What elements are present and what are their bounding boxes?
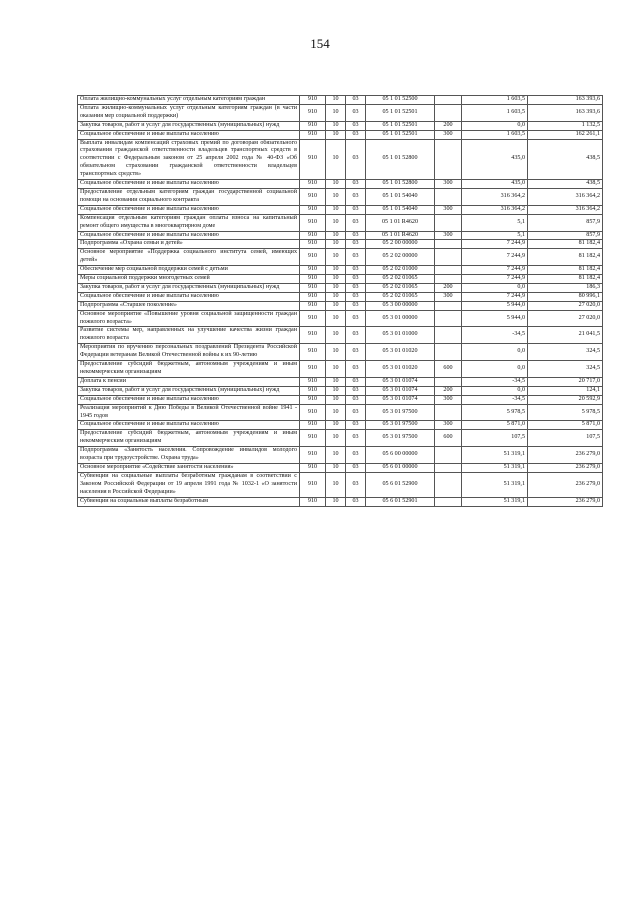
row-target-article: 05 2 02 00000 xyxy=(366,249,435,266)
row-name: Мероприятия по вручению персональных поздравлений Президента Российской Федерации ветеранам Великой Отечественной войны к их 90-летию xyxy=(78,344,300,361)
budget-table-body xyxy=(78,96,603,507)
row-grbs: 910 xyxy=(300,447,326,464)
table-row xyxy=(78,139,603,180)
table-row xyxy=(78,463,603,472)
page-number: 154 xyxy=(310,36,330,51)
row-expense-type xyxy=(435,104,462,121)
row-grbs: 910 xyxy=(300,240,326,249)
row-target-article: 05 3 01 01074 xyxy=(366,377,435,386)
row-name: Реализация мероприятий к Дню Победы в Великой Отечественной войне 1941 - 1945 годов xyxy=(78,404,300,421)
row-grbs: 910 xyxy=(300,472,326,497)
row-section: 10 xyxy=(326,430,346,447)
row-sum-change: 51 319,1 xyxy=(462,447,528,464)
row-name: Социальное обеспечение и иные выплаты населению xyxy=(78,231,300,240)
row-target-article: 05 3 01 97500 xyxy=(366,421,435,430)
row-sum-change: 0,0 xyxy=(462,344,528,361)
row-target-article: 05 1 01 54040 xyxy=(366,188,435,205)
row-sum-total: 1 132,5 xyxy=(528,121,603,130)
row-sum-change: 316 364,2 xyxy=(462,205,528,214)
row-expense-type: 200 xyxy=(435,386,462,395)
table-row xyxy=(78,292,603,301)
row-subsection: 03 xyxy=(346,292,366,301)
row-subsection: 03 xyxy=(346,447,366,464)
row-grbs: 910 xyxy=(300,283,326,292)
row-expense-type: 300 xyxy=(435,421,462,430)
row-target-article: 05 6 00 00000 xyxy=(366,447,435,464)
row-subsection: 03 xyxy=(346,463,366,472)
row-name: Основное мероприятие «Повышение уровня социальной защищенности граждан пожилого возраста» xyxy=(78,310,300,327)
row-expense-type xyxy=(435,463,462,472)
row-expense-type xyxy=(435,301,462,310)
row-section: 10 xyxy=(326,361,346,378)
table-row xyxy=(78,96,603,105)
row-target-article: 05 2 02 01065 xyxy=(366,283,435,292)
row-sum-change: 435,0 xyxy=(462,139,528,180)
row-grbs: 910 xyxy=(300,231,326,240)
row-name: Доплата к пенсии xyxy=(78,377,300,386)
row-sum-total: 81 182,4 xyxy=(528,266,603,275)
row-sum-change: 51 319,1 xyxy=(462,463,528,472)
row-sum-total: 27 020,0 xyxy=(528,310,603,327)
row-subsection: 03 xyxy=(346,249,366,266)
row-sum-change: 0,0 xyxy=(462,121,528,130)
row-name: Оплата жилищно-коммунальных услуг отдельным категориям граждан xyxy=(78,96,300,105)
row-section: 10 xyxy=(326,292,346,301)
table-row xyxy=(78,180,603,189)
row-sum-change: 7 244,9 xyxy=(462,249,528,266)
row-sum-change: 107,5 xyxy=(462,430,528,447)
row-subsection: 03 xyxy=(346,395,366,404)
table-row xyxy=(78,472,603,497)
row-subsection: 03 xyxy=(346,361,366,378)
row-sum-change: 1 603,5 xyxy=(462,130,528,139)
row-section: 10 xyxy=(326,386,346,395)
row-section: 10 xyxy=(326,214,346,231)
table-row xyxy=(78,377,603,386)
row-expense-type xyxy=(435,327,462,344)
row-sum-total: 236 279,0 xyxy=(528,472,603,497)
row-target-article: 05 3 00 00000 xyxy=(366,301,435,310)
row-section: 10 xyxy=(326,472,346,497)
row-expense-type xyxy=(435,377,462,386)
row-sum-total: 27 020,0 xyxy=(528,301,603,310)
row-name: Подпрограмма «Занятость населения. Сопровождение инвалидов молодого возраста при трудоустройстве. Охрана труда» xyxy=(78,447,300,464)
row-grbs: 910 xyxy=(300,463,326,472)
row-expense-type: 600 xyxy=(435,430,462,447)
row-sum-change: 0,0 xyxy=(462,386,528,395)
row-name: Предоставление субсидий бюджетным, автономным учреждениям и иным некоммерческим организациям xyxy=(78,430,300,447)
row-expense-type: 300 xyxy=(435,130,462,139)
table-row xyxy=(78,283,603,292)
row-sum-total: 81 182,4 xyxy=(528,275,603,284)
row-name: Оплата жилищно-коммунальных услуг отдельным категориям граждан (в части оказания мер социальной поддержки) xyxy=(78,104,300,121)
row-grbs: 910 xyxy=(300,130,326,139)
table-row xyxy=(78,344,603,361)
row-target-article: 05 3 01 01000 xyxy=(366,327,435,344)
table-row xyxy=(78,205,603,214)
row-grbs: 910 xyxy=(300,292,326,301)
row-name: Подпрограмма «Охрана семьи и детей» xyxy=(78,240,300,249)
row-section: 10 xyxy=(326,205,346,214)
row-target-article: 05 3 01 97500 xyxy=(366,430,435,447)
row-sum-total: 20 592,9 xyxy=(528,395,603,404)
table-row xyxy=(78,497,603,506)
row-grbs: 910 xyxy=(300,188,326,205)
row-expense-type xyxy=(435,497,462,506)
row-subsection: 03 xyxy=(346,180,366,189)
row-section: 10 xyxy=(326,301,346,310)
row-sum-total: 5 871,0 xyxy=(528,421,603,430)
row-grbs: 910 xyxy=(300,139,326,180)
row-grbs: 910 xyxy=(300,327,326,344)
row-sum-total: 186,3 xyxy=(528,283,603,292)
row-expense-type: 300 xyxy=(435,231,462,240)
row-section: 10 xyxy=(326,130,346,139)
row-name: Компенсация отдельным категориям граждан оплаты взноса на капитальный ремонт общего имущества в многоквартирном доме xyxy=(78,214,300,231)
row-subsection: 03 xyxy=(346,104,366,121)
row-expense-type: 300 xyxy=(435,205,462,214)
row-section: 10 xyxy=(326,497,346,506)
row-sum-change: 5 978,5 xyxy=(462,404,528,421)
row-grbs: 910 xyxy=(300,421,326,430)
row-grbs: 910 xyxy=(300,386,326,395)
row-target-article: 05 1 01 R4620 xyxy=(366,214,435,231)
row-name: Социальное обеспечение и иные выплаты населению xyxy=(78,292,300,301)
row-expense-type xyxy=(435,266,462,275)
row-grbs: 910 xyxy=(300,104,326,121)
row-sum-change: -34,5 xyxy=(462,395,528,404)
row-sum-total: 324,5 xyxy=(528,344,603,361)
row-section: 10 xyxy=(326,327,346,344)
row-target-article: 05 1 01 52800 xyxy=(366,139,435,180)
row-section: 10 xyxy=(326,447,346,464)
table-row xyxy=(78,430,603,447)
table-row xyxy=(78,214,603,231)
row-sum-change: 5 944,0 xyxy=(462,310,528,327)
row-name: Закупка товаров, работ и услуг для государственных (муниципальных) нужд xyxy=(78,386,300,395)
row-sum-change: 1 603,5 xyxy=(462,96,528,105)
row-expense-type: 600 xyxy=(435,361,462,378)
row-sum-total: 857,9 xyxy=(528,214,603,231)
table-row xyxy=(78,121,603,130)
table-row xyxy=(78,104,603,121)
row-grbs: 910 xyxy=(300,275,326,284)
row-grbs: 910 xyxy=(300,430,326,447)
row-sum-total: 163 393,6 xyxy=(528,96,603,105)
row-name: Социальное обеспечение и иные выплаты населению xyxy=(78,395,300,404)
row-name: Основное мероприятие «Поддержка социального института семей, имеющих детей» xyxy=(78,249,300,266)
row-name: Субвенции на социальные выплаты безработным xyxy=(78,497,300,506)
row-sum-change: 435,0 xyxy=(462,180,528,189)
row-name: Предоставление субсидий бюджетным, автономным учреждениям и иным некоммерческим организациям xyxy=(78,361,300,378)
row-target-article: 05 3 01 01074 xyxy=(366,395,435,404)
row-sum-total: 438,5 xyxy=(528,139,603,180)
row-section: 10 xyxy=(326,283,346,292)
row-grbs: 910 xyxy=(300,205,326,214)
row-expense-type: 300 xyxy=(435,180,462,189)
row-section: 10 xyxy=(326,395,346,404)
row-section: 10 xyxy=(326,104,346,121)
row-sum-total: 316 364,2 xyxy=(528,188,603,205)
row-sum-total: 80 996,1 xyxy=(528,292,603,301)
row-subsection: 03 xyxy=(346,404,366,421)
row-grbs: 910 xyxy=(300,249,326,266)
row-sum-total: 5 978,5 xyxy=(528,404,603,421)
row-sum-change: 5,1 xyxy=(462,214,528,231)
row-sum-change: 7 244,9 xyxy=(462,240,528,249)
row-section: 10 xyxy=(326,421,346,430)
row-sum-change: 7 244,9 xyxy=(462,292,528,301)
row-expense-type xyxy=(435,275,462,284)
row-name: Подпрограмма «Старшее поколение» xyxy=(78,301,300,310)
row-section: 10 xyxy=(326,275,346,284)
row-name: Закупка товаров, работ и услуг для государственных (муниципальных) нужд xyxy=(78,121,300,130)
row-subsection: 03 xyxy=(346,231,366,240)
row-sum-total: 236 279,0 xyxy=(528,463,603,472)
row-expense-type: 300 xyxy=(435,395,462,404)
row-sum-change: 5 944,0 xyxy=(462,301,528,310)
row-subsection: 03 xyxy=(346,214,366,231)
row-expense-type xyxy=(435,310,462,327)
row-sum-total: 438,5 xyxy=(528,180,603,189)
table-row xyxy=(78,361,603,378)
table-row xyxy=(78,240,603,249)
row-subsection: 03 xyxy=(346,421,366,430)
row-sum-change: 7 244,9 xyxy=(462,275,528,284)
row-sum-change: 51 319,1 xyxy=(462,497,528,506)
row-subsection: 03 xyxy=(346,310,366,327)
row-section: 10 xyxy=(326,404,346,421)
row-sum-change: 5 871,0 xyxy=(462,421,528,430)
row-subsection: 03 xyxy=(346,139,366,180)
table-row xyxy=(78,231,603,240)
row-grbs: 910 xyxy=(300,395,326,404)
row-subsection: 03 xyxy=(346,386,366,395)
row-sum-total: 857,9 xyxy=(528,231,603,240)
row-name: Основное мероприятие «Содействие занятости населения» xyxy=(78,463,300,472)
row-grbs: 910 xyxy=(300,180,326,189)
table-row xyxy=(78,188,603,205)
row-grbs: 910 xyxy=(300,214,326,231)
table-row xyxy=(78,275,603,284)
table-row xyxy=(78,266,603,275)
row-sum-total: 236 279,0 xyxy=(528,497,603,506)
row-name: Закупка товаров, работ и услуг для государственных (муниципальных) нужд xyxy=(78,283,300,292)
row-expense-type xyxy=(435,240,462,249)
table-row xyxy=(78,386,603,395)
row-target-article: 05 3 01 00000 xyxy=(366,310,435,327)
row-subsection: 03 xyxy=(346,188,366,205)
row-target-article: 05 3 01 01020 xyxy=(366,344,435,361)
row-subsection: 03 xyxy=(346,377,366,386)
row-name: Субвенции на социальные выплаты безработным гражданам в соответствии с Законом Российской Федерации от 19 апреля 1991 года № 1032-1 «О занятости населения в Российской Федерации» xyxy=(78,472,300,497)
row-subsection: 03 xyxy=(346,130,366,139)
row-subsection: 03 xyxy=(346,275,366,284)
row-subsection: 03 xyxy=(346,266,366,275)
row-section: 10 xyxy=(326,240,346,249)
row-expense-type xyxy=(435,249,462,266)
row-sum-change: 7 244,9 xyxy=(462,266,528,275)
row-grbs: 910 xyxy=(300,497,326,506)
row-subsection: 03 xyxy=(346,344,366,361)
row-target-article: 05 2 02 01065 xyxy=(366,275,435,284)
row-grbs: 910 xyxy=(300,121,326,130)
row-sum-total: 107,5 xyxy=(528,430,603,447)
budget-table xyxy=(77,95,603,507)
row-sum-change: 1 603,5 xyxy=(462,104,528,121)
row-grbs: 910 xyxy=(300,344,326,361)
row-subsection: 03 xyxy=(346,472,366,497)
row-target-article: 05 1 01 52501 xyxy=(366,121,435,130)
row-sum-change: -34,5 xyxy=(462,377,528,386)
row-section: 10 xyxy=(326,188,346,205)
row-grbs: 910 xyxy=(300,361,326,378)
row-sum-total: 316 364,2 xyxy=(528,205,603,214)
row-target-article: 05 6 01 52901 xyxy=(366,497,435,506)
row-section: 10 xyxy=(326,121,346,130)
row-expense-type: 300 xyxy=(435,292,462,301)
row-subsection: 03 xyxy=(346,327,366,344)
row-target-article: 05 1 01 R4620 xyxy=(366,231,435,240)
row-subsection: 03 xyxy=(346,301,366,310)
row-subsection: 03 xyxy=(346,96,366,105)
row-sum-total: 163 393,6 xyxy=(528,104,603,121)
row-expense-type: 200 xyxy=(435,283,462,292)
row-target-article: 05 1 01 54040 xyxy=(366,205,435,214)
row-expense-type xyxy=(435,472,462,497)
row-sum-change: 316 364,2 xyxy=(462,188,528,205)
row-name: Развитие системы мер, направленных на улучшение качества жизни граждан пожилого возраста xyxy=(78,327,300,344)
row-expense-type: 200 xyxy=(435,121,462,130)
row-expense-type xyxy=(435,344,462,361)
table-row xyxy=(78,301,603,310)
row-subsection: 03 xyxy=(346,240,366,249)
table-row xyxy=(78,249,603,266)
row-grbs: 910 xyxy=(300,266,326,275)
row-target-article: 05 3 01 01074 xyxy=(366,386,435,395)
row-section: 10 xyxy=(326,96,346,105)
row-section: 10 xyxy=(326,266,346,275)
row-name: Социальное обеспечение и иные выплаты населению xyxy=(78,130,300,139)
row-subsection: 03 xyxy=(346,283,366,292)
row-grbs: 910 xyxy=(300,96,326,105)
row-section: 10 xyxy=(326,310,346,327)
row-target-article: 05 2 02 01065 xyxy=(366,292,435,301)
row-sum-change: 0,0 xyxy=(462,361,528,378)
row-section: 10 xyxy=(326,249,346,266)
table-row xyxy=(78,310,603,327)
row-grbs: 910 xyxy=(300,310,326,327)
row-target-article: 05 3 01 97500 xyxy=(366,404,435,421)
row-target-article: 05 6 01 52900 xyxy=(366,472,435,497)
row-section: 10 xyxy=(326,231,346,240)
table-row xyxy=(78,421,603,430)
row-expense-type xyxy=(435,447,462,464)
row-sum-total: 236 279,0 xyxy=(528,447,603,464)
row-name: Обеспечение мер социальной поддержки семей с детьми xyxy=(78,266,300,275)
row-sum-total: 81 182,4 xyxy=(528,240,603,249)
table-row xyxy=(78,395,603,404)
row-sum-change: 51 319,1 xyxy=(462,472,528,497)
row-target-article: 05 2 02 01000 xyxy=(366,266,435,275)
row-name: Социальное обеспечение и иные выплаты населению xyxy=(78,421,300,430)
row-expense-type xyxy=(435,404,462,421)
row-sum-change: 5,1 xyxy=(462,231,528,240)
row-name: Предоставление отдельным категориям граждан государственной социальной помощи на основании социального контракта xyxy=(78,188,300,205)
row-section: 10 xyxy=(326,377,346,386)
row-grbs: 910 xyxy=(300,377,326,386)
row-target-article: 05 3 01 01020 xyxy=(366,361,435,378)
row-expense-type xyxy=(435,214,462,231)
row-target-article: 05 1 01 52800 xyxy=(366,180,435,189)
row-name: Выплата инвалидам компенсаций страховых премий по договорам обязательного страхования гражданской ответственности владельцев транспортных средств в соответствии с Федеральным законом от 25 апреля 2002 года № 40-ФЗ «Об обязательном страховании гражданской ответственности владельцев транспортных средств» xyxy=(78,139,300,180)
row-name: Социальное обеспечение и иные выплаты населению xyxy=(78,205,300,214)
row-subsection: 03 xyxy=(346,205,366,214)
row-grbs: 910 xyxy=(300,301,326,310)
row-expense-type xyxy=(435,188,462,205)
table-row xyxy=(78,327,603,344)
table-row xyxy=(78,404,603,421)
row-target-article: 05 6 01 00000 xyxy=(366,463,435,472)
row-subsection: 03 xyxy=(346,121,366,130)
row-sum-total: 20 717,0 xyxy=(528,377,603,386)
row-section: 10 xyxy=(326,180,346,189)
row-grbs: 910 xyxy=(300,404,326,421)
row-sum-total: 21 041,5 xyxy=(528,327,603,344)
row-name: Меры социальной поддержки многодетных семей xyxy=(78,275,300,284)
row-sum-total: 324,5 xyxy=(528,361,603,378)
row-sum-total: 124,1 xyxy=(528,386,603,395)
row-sum-total: 162 261,1 xyxy=(528,130,603,139)
row-subsection: 03 xyxy=(346,430,366,447)
row-section: 10 xyxy=(326,463,346,472)
row-expense-type xyxy=(435,96,462,105)
row-sum-total: 81 182,4 xyxy=(528,249,603,266)
row-expense-type xyxy=(435,139,462,180)
row-subsection: 03 xyxy=(346,497,366,506)
row-name: Социальное обеспечение и иные выплаты населению xyxy=(78,180,300,189)
row-section: 10 xyxy=(326,344,346,361)
row-target-article: 05 1 01 52501 xyxy=(366,130,435,139)
table-row xyxy=(78,447,603,464)
row-sum-change: -34,5 xyxy=(462,327,528,344)
row-target-article: 05 1 01 52501 xyxy=(366,104,435,121)
row-sum-change: 0,0 xyxy=(462,283,528,292)
table-row xyxy=(78,130,603,139)
row-section: 10 xyxy=(326,139,346,180)
row-target-article: 05 2 00 00000 xyxy=(366,240,435,249)
row-target-article: 05 1 01 52500 xyxy=(366,96,435,105)
